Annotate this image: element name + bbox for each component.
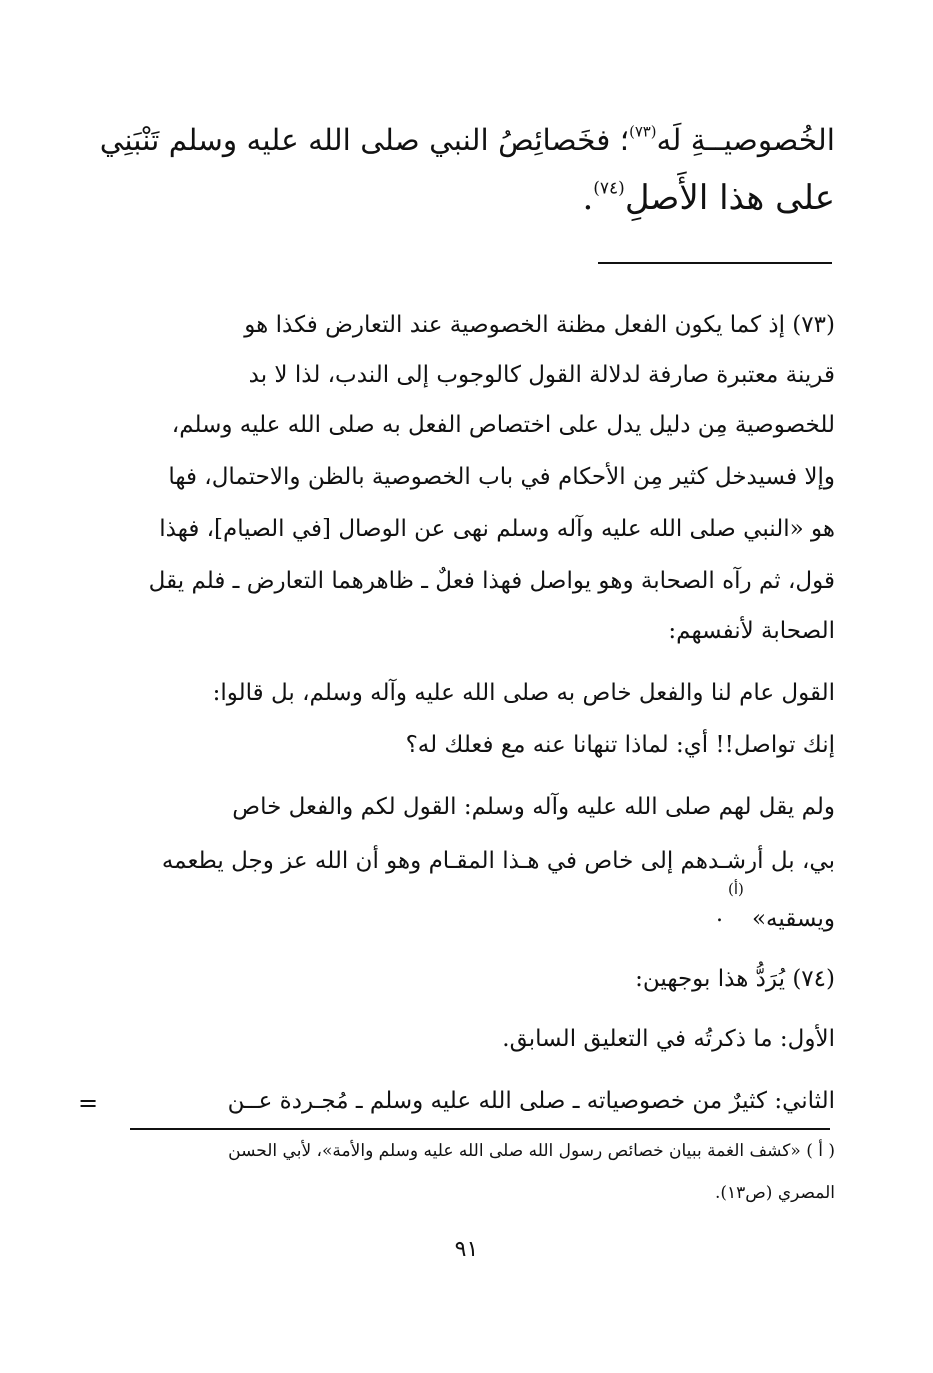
notes-separator — [598, 262, 832, 264]
note-line: القول عام لنا والفعل خاص به صلى الله عليه وآله وسلم، بل قالوا: — [212, 680, 835, 706]
main-text-segment: على هذا الأَصلِ — [624, 178, 835, 218]
note-line: قرينة معتبرة صارفة لدلالة القول كالوجوب إلى الندب، لذا لا بد — [248, 362, 835, 388]
footnote-line: المصري (ص١٣). — [714, 1183, 835, 1203]
note-line: ولم يقل لهم صلى الله عليه وآله وسلم: القول لكم والفعل خاص — [232, 794, 835, 820]
footnote-ref-alif[interactable]: (أ) — [728, 880, 744, 898]
note-line: بي، بل أرشـدهم إلى خاص في هـذا المقـام وهو أن الله عز وجل يطعمه — [161, 848, 835, 874]
note-line: الثاني: كثيرٌ من خصوصياته ـ صلى الله عليه وسلم ـ مُجـردة عــن — [227, 1088, 835, 1114]
main-text-segment: ؛ فخَصائِصُ النبي صلى الله عليه وسلم تَنْبَنِي — [99, 123, 630, 157]
note-line: هو «النبي صلى الله عليه وآله وسلم نهى عن الوصال [في الصيام]، فهذا — [159, 516, 835, 542]
main-text-segment: . — [582, 178, 594, 218]
note-line: الأول: ما ذكرتُه في التعليق السابق. — [502, 1026, 835, 1052]
note-line: قول، ثم رآه الصحابة وهو يواصل فهذا فعلٌ ـ ظاهرهما التعارض ـ فلم يقل — [148, 568, 835, 594]
footnote-ref-74[interactable]: (٧٤) — [593, 178, 625, 199]
note-line: إنك تواصل!! أي: لماذا تنهانا عنه مع فعلك له؟ — [405, 732, 835, 758]
page-number: ٩١ — [454, 1237, 479, 1262]
footnote-separator — [130, 1128, 830, 1130]
note-line: وإلا فسيدخل كثير مِن الأحكام في باب الخصوصية بالظن والاحتمال، فها — [168, 464, 835, 490]
continuation-mark: = — [78, 1089, 99, 1117]
footnote-line: ( أ ) «كشف الغمة ببيان خصائص رسول الله صلى الله عليه وسلم والأمة»، لأبي الحسن — [228, 1141, 835, 1161]
note-line: الصحابة لأنفسهم: — [668, 618, 835, 644]
main-text-line-1 — [100, 118, 835, 162]
note-line: ويسقيه» — [751, 906, 835, 932]
note-period: . — [716, 902, 723, 927]
main-text-segment: الخُصوصيــةِ لَه — [656, 123, 835, 157]
main-text-line-2 — [582, 176, 835, 220]
footnote-ref-73[interactable]: (٧٣) — [629, 123, 657, 141]
note-line: للخصوصية مِن دليل يدل على اختصاص الفعل به صلى الله عليه وسلم، — [171, 412, 835, 438]
note-line: (٧٤) يُرَدُّ هذا بوجهين: — [635, 966, 835, 992]
note-line: (٧٣) إذ كما يكون الفعل مظنة الخصوصية عند التعارض فكذا هو — [244, 312, 835, 338]
